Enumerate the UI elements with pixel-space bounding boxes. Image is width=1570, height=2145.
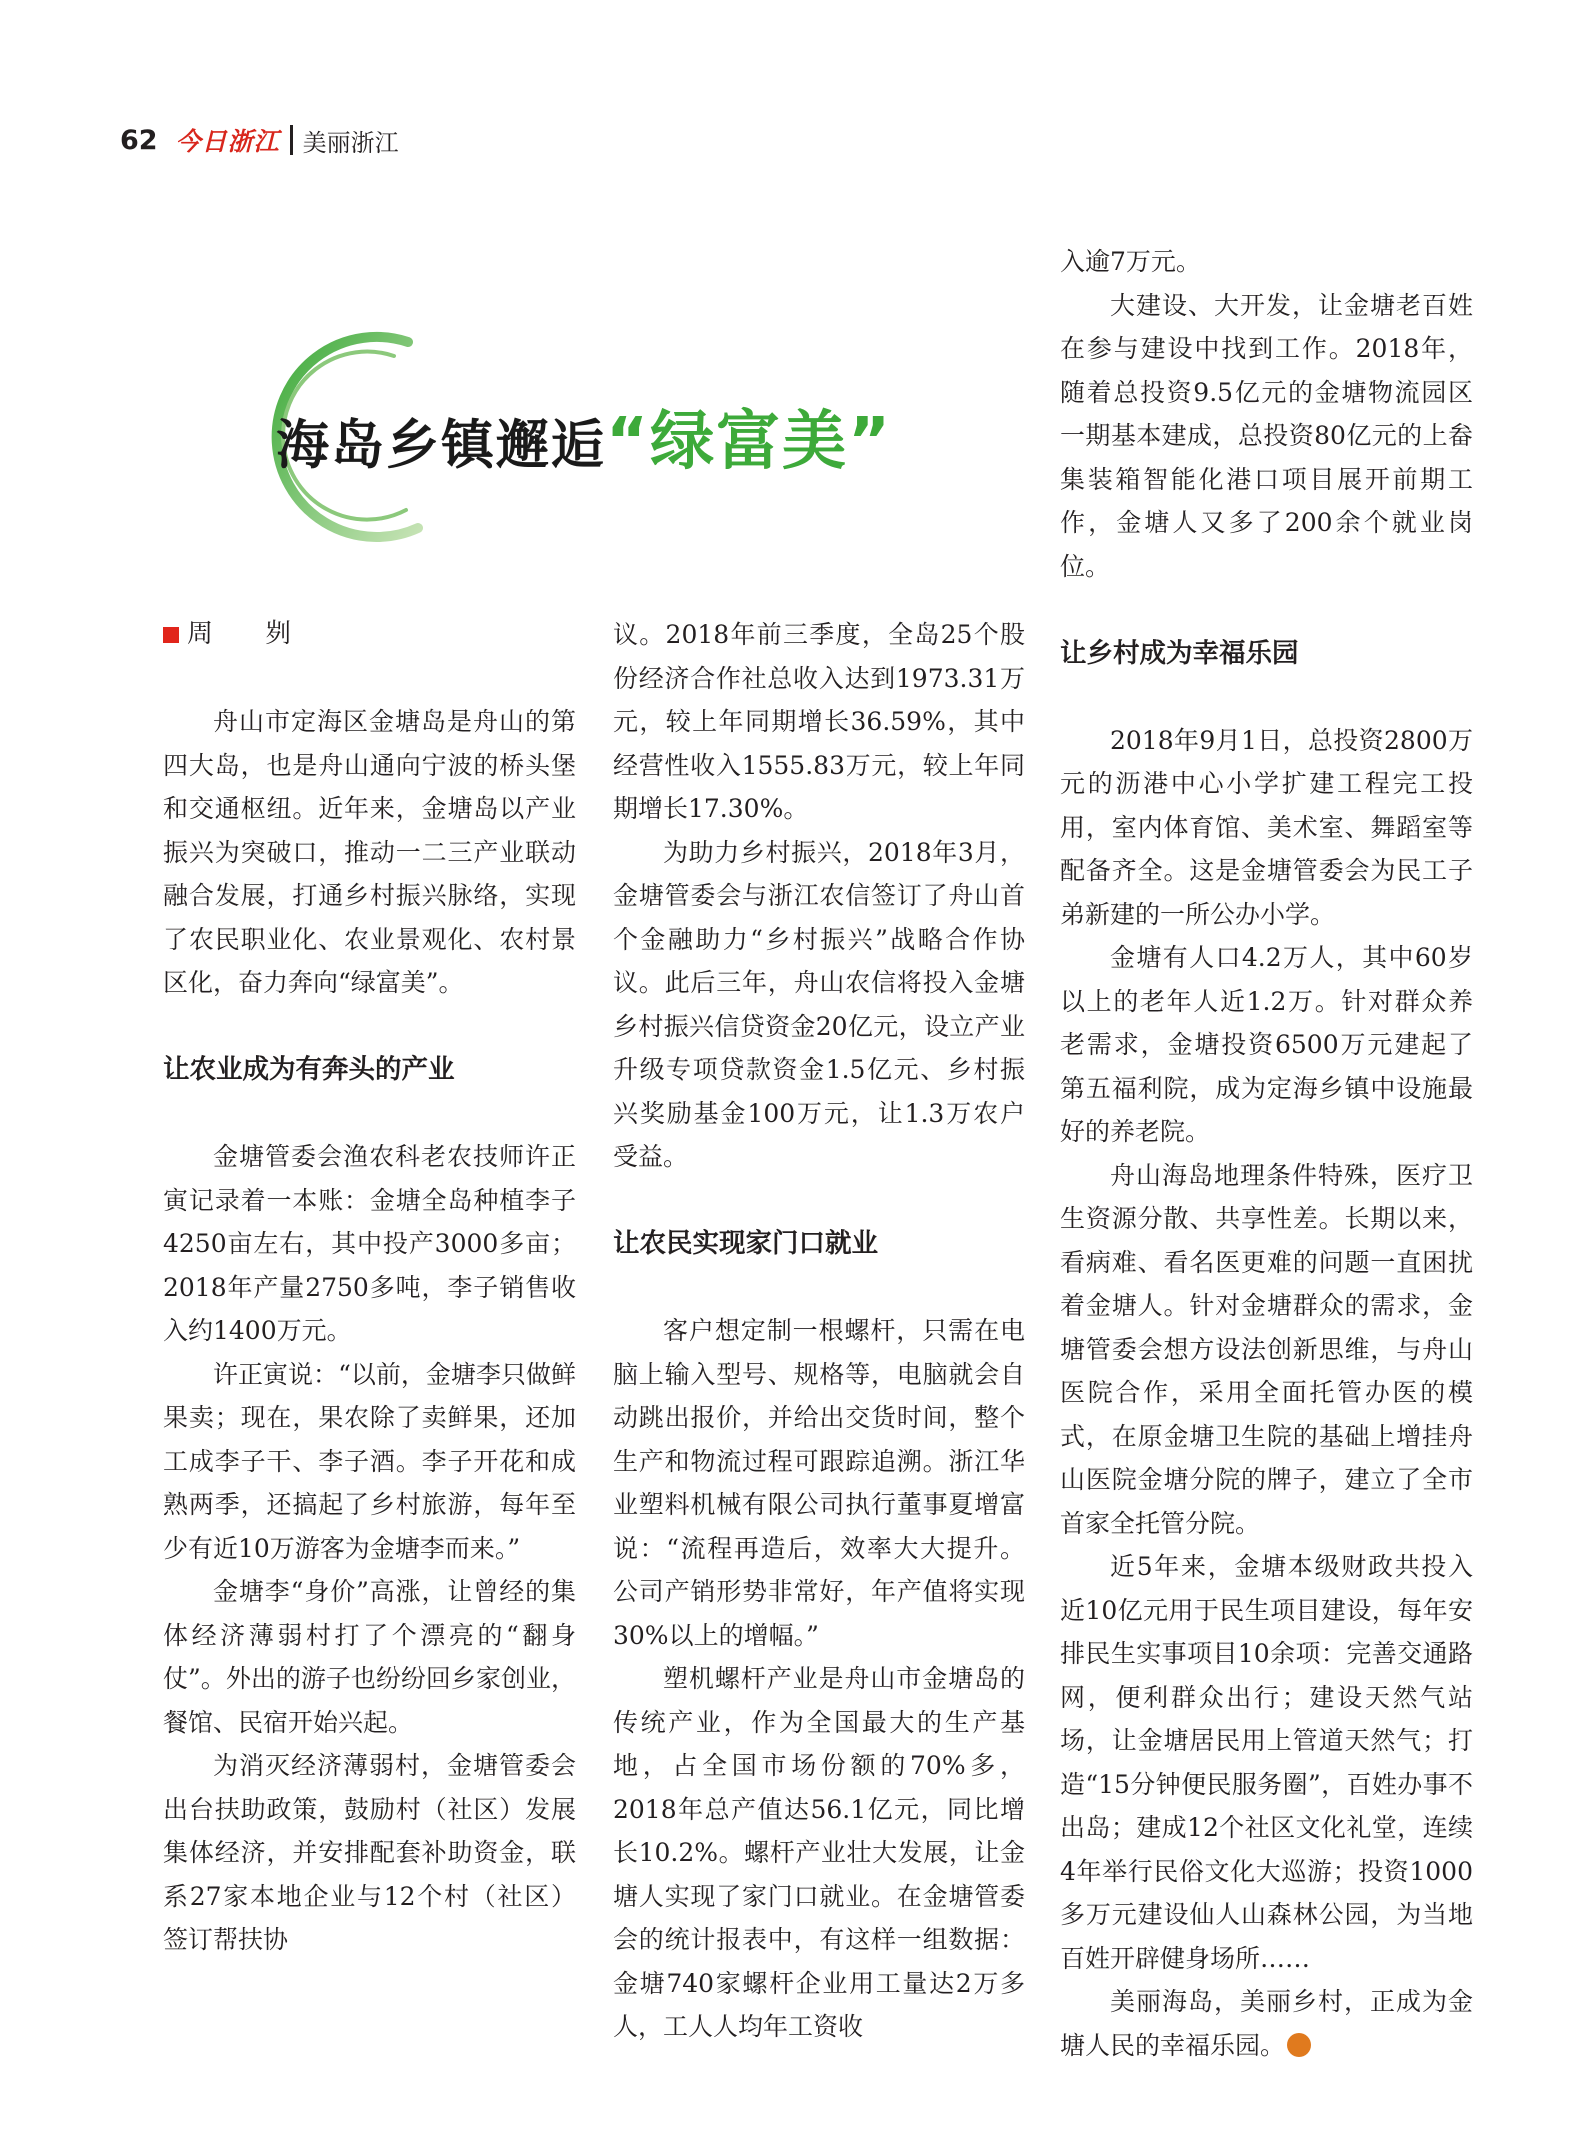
end-mark-icon	[1287, 2033, 1311, 2057]
title-main: 海岛乡镇邂逅	[276, 414, 606, 476]
title-highlight: “绿富美”	[606, 405, 893, 479]
paragraph: 议。2018年前三季度，全岛25个股份经济合作社总收入达到1973.31万元，较上年同期增长36.59%，其中经营性收入1555.83万元，较上年同期增长17.30%。	[613, 620, 1025, 823]
paragraph: 大建设、大开发，让金塘老百姓在参与建设中找到工作。2018年，随着总投资9.5亿元的金塘物流园区一期基本建成，总投资80亿元的上畚集装箱智能化港口项目展开前期工作，金塘人又多了200余个就业岗位。	[1060, 290, 1473, 581]
page-header	[120, 118, 399, 162]
paragraph-final	[1060, 1980, 1473, 2067]
paragraph: 塑机螺杆产业是舟山市金塘岛的传统产业，作为全国最大的生产基地，占全国市场份额的70%多，2018年总产值达56.1亿元，同比增长10.2%。螺杆产业壮大发展，让金塘人实现了家门口就业。在金塘管委会的统计报表中，有这样一组数据：金塘740家螺杆企业用工量达2万多人，工人人均年工资收	[613, 1664, 1025, 2041]
byline-marker	[163, 627, 179, 643]
paragraph: 金塘管委会渔农科老农技师许正寅记录着一本账：金塘全岛种植李子4250亩左右，其中投产3000多亩；2018年产量2750多吨，李子销售收入约1400万元。	[163, 1142, 576, 1345]
paragraph: 金塘有人口4.2万人，其中60岁以上的老年人近1.2万。针对群众养老需求，金塘投资6500万元建起了第五福利院，成为定海乡镇中设施最好的养老院。	[1060, 943, 1473, 1146]
paragraph: 为助力乡村振兴，2018年3月，金塘管委会与浙江农信签订了舟山首个金融助力“乡村振兴”战略合作协议。此后三年，舟山农信将投入金塘乡村振兴信贷资金20亿元，设立产业升级专项贷款资金1.5亿元、乡村振兴奖励基金100万元，让1.3万农户受益。	[613, 837, 1025, 1171]
paragraph: 入逾7万元。	[1060, 247, 1201, 276]
paragraph: 舟山市定海区金塘岛是舟山的第四大岛，也是舟山通向宁波的桥头堡和交通枢纽。近年来，金塘岛以产业振兴为突破口，推动一二三产业联动融合发展，打通乡村振兴脉络，实现了农民职业化、农业景观化、农村景区化，奋力奔向“绿富美”。	[163, 707, 576, 997]
subheading: 让农业成为有奔头的产业	[163, 1054, 455, 1085]
column-3	[1060, 240, 1473, 2067]
author-name: 周 刿	[187, 619, 314, 649]
byline	[163, 613, 576, 657]
paragraph: 金塘李“身价”高涨，让曾经的集体经济薄弱村打了个漂亮的“翻身仗”。外出的游子也纷纷回乡家创业，餐馆、民宿开始兴起。	[163, 1577, 576, 1737]
column-2	[613, 613, 1025, 2049]
magazine-logo: 今日浙江	[175, 127, 280, 156]
column-1	[163, 613, 576, 1962]
paragraph: 近5年来，金塘本级财政共投入近10亿元用于民生项目建设，每年安排民生实事项目10余项：完善交通路网，便利群众出行；建设天然气站场，让金塘居民用上管道天然气；打造“15分钟便民服务圈”，百姓办事不出岛；建成12个社区文化礼堂，连续4年举行民俗文化大巡游；投资1000多万元建设仙人山森林公园，为当地百姓开辟健身场所……	[1060, 1552, 1473, 1973]
paragraph: 舟山海岛地理条件特殊，医疗卫生资源分散、共享性差。长期以来，看病难、看名医更难的问题一直困扰着金塘人。针对金塘群众的需求，金塘管委会想方设法创新思维，与舟山医院合作，采用全面托管办医的模式，在原金塘卫生院的基础上增挂舟山医院金塘分院的牌子，建立了全市首家全托管分院。	[1060, 1160, 1473, 1538]
paragraph: 许正寅说：“以前，金塘李只做鲜果卖；现在，果农除了卖鲜果，还加工成李子干、李子酒。李子开花和成熟两季，还搞起了乡村旅游，每年至少有近10万游客为金塘李而来。”	[163, 1359, 576, 1563]
closing-text: 美丽海岛，美丽乡村，正成为金塘人民的幸福乐园。	[1060, 1987, 1473, 2060]
page-number: 62	[120, 124, 158, 156]
header-divider	[290, 125, 293, 155]
subheading: 让农民实现家门口就业	[613, 1228, 878, 1259]
section-name: 美丽浙江	[302, 128, 399, 157]
paragraph: 客户想定制一根螺杆，只需在电脑上输入型号、规格等，电脑就会自动跳出报价，并给出交货时间，整个生产和物流过程可跟踪追溯。浙江华业塑料机械有限公司执行董事夏增富说：“流程再造后，效率大大提升。公司产销形势非常好，年产值将实现30%以上的增幅。”	[613, 1316, 1025, 1650]
article-title-block	[218, 330, 938, 560]
subheading: 让乡村成为幸福乐园	[1060, 637, 1299, 669]
paragraph: 为消灭经济薄弱村，金塘管委会出台扶助政策，鼓励村（社区）发展集体经济，并安排配套补助资金，联系27家本地企业与12个村（社区）签订帮扶协	[163, 1751, 576, 1954]
paragraph: 2018年9月1日，总投资2800万元的沥港中心小学扩建工程完工投用，室内体育馆、美术室、舞蹈室等配备齐全。这是金塘管委会为民工子弟新建的一所公办小学。	[1060, 725, 1473, 929]
article-title	[276, 390, 892, 482]
